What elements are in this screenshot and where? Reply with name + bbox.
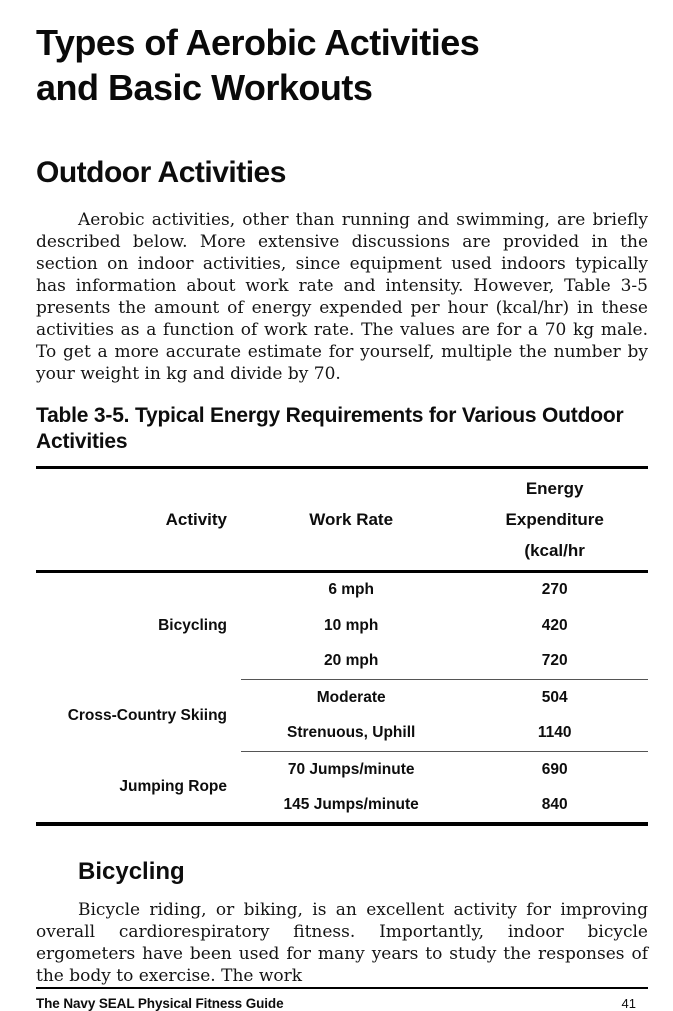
energy-value-cell: 1140 [461, 716, 648, 752]
col-header-activity: Activity [36, 468, 241, 572]
activity-cell-cross-country-skiing: Cross-Country Skiing [67, 706, 228, 724]
footer-book-title: The Navy SEAL Physical Fitness Guide [36, 995, 284, 1011]
section-heading: Outdoor Activities [36, 156, 286, 189]
energy-requirements-table [36, 466, 648, 826]
energy-value-cell: 720 [461, 644, 648, 680]
page-title-line2: and Basic Workouts [36, 67, 373, 108]
footer-page-number: 41 [621, 995, 636, 1011]
work-rate-cell: 6 mph [328, 581, 374, 599]
page-footer [36, 987, 648, 1011]
activity-cell-bicycling: Bicycling [158, 617, 228, 635]
intro-paragraph: Aerobic activities, other than running and swimming, are briefly described below. More extensive discussions are provided in the section on indoor activities, since equipment used indoors typically has information about work rate and intensity. However, Table 3-5 presents the amount of energy expended per hour (kcal/hr) in these activities as a function of work rate. The values are for a 70 kg male. To get a more accurate estimate for yourself, multiple the number by your weight in kg and divide by 70. [36, 210, 648, 384]
page-title-line1: Types of Aerobic Activities [36, 22, 480, 63]
table-row [36, 572, 648, 608]
energy-value-cell: 420 [541, 616, 568, 634]
energy-value-cell: 270 [541, 581, 568, 599]
table-row [36, 680, 648, 716]
col-header-work-rate: Work Rate [241, 468, 461, 572]
energy-value-cell: 840 [541, 795, 568, 813]
table-row [36, 752, 648, 788]
subsection-paragraph: Bicycle riding, or biking, is an excellent activity for improving overall cardiorespiratory fitness. Importantly, indoor bicycle ergometers have been used for many years to study the responses of the body to exercise. The work [36, 899, 648, 986]
subsection-heading: Bicycling [78, 857, 185, 885]
work-rate-cell: 145 Jumps/minute [283, 795, 419, 813]
col-header-energy-expenditure [461, 468, 648, 572]
col-header-energy-text: Energy Expenditure (kcal/hr [505, 479, 604, 560]
table-header-row [36, 468, 648, 572]
work-rate-cell: Moderate [316, 688, 386, 706]
energy-value-cell: 504 [541, 688, 568, 706]
energy-value-cell: 690 [541, 760, 568, 778]
table-caption: Table 3-5. Typical Energy Requirements for Various Outdoor Activities [36, 404, 624, 453]
work-rate-cell: 20 mph [241, 644, 461, 680]
work-rate-cell: Strenuous, Uphill [241, 716, 461, 752]
work-rate-cell: 10 mph [324, 616, 379, 634]
page-title [36, 20, 648, 110]
work-rate-cell: 70 Jumps/minute [287, 760, 415, 778]
activity-cell-jumping-rope: Jumping Rope [119, 777, 228, 795]
